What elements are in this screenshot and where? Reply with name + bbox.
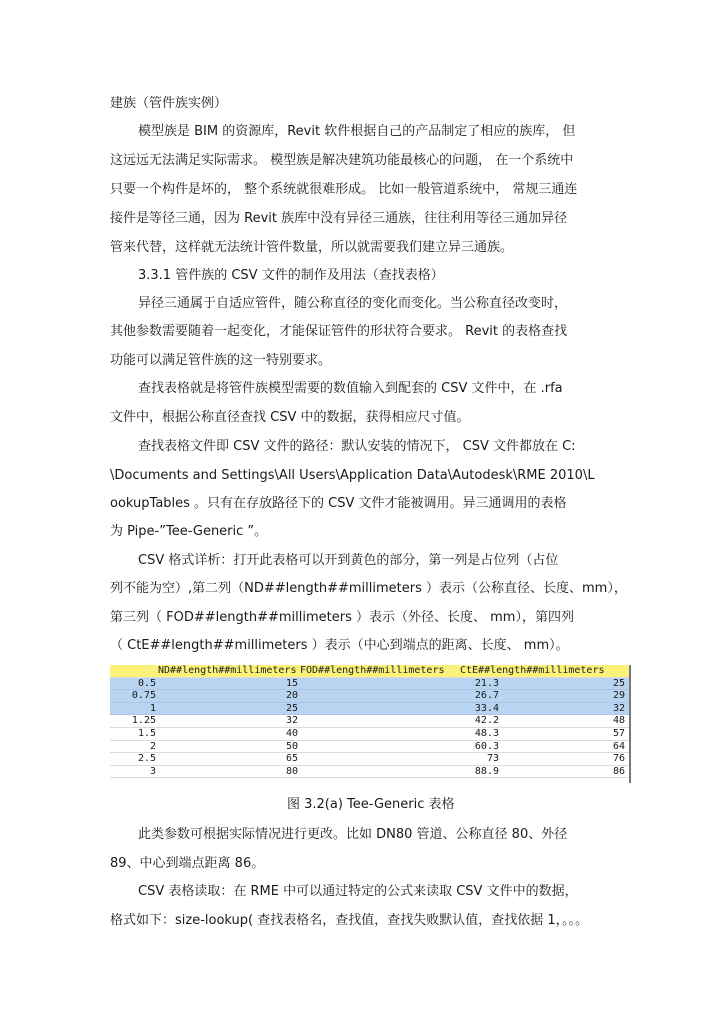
table-cell: 48.3 — [474, 727, 499, 739]
table-row — [110, 728, 629, 741]
paragraph-line: 此类参数可根据实际情况进行更改。比如 DN80 管道、公称直径 80、外径 — [138, 827, 568, 842]
table-cell: 88.9 — [474, 765, 499, 777]
table-cell: 57 — [612, 727, 625, 739]
table-cell: 25 — [612, 677, 625, 689]
table-cell: 15 — [285, 677, 298, 689]
paragraph-line: 第三列（ FOD##length##millimeters ）表示（外径、长度、 mm），第四列 — [110, 610, 574, 625]
table-cell: 64 — [612, 740, 625, 752]
table-cell: 0.5 — [137, 677, 156, 689]
table-cell: 33.4 — [474, 702, 499, 714]
table-cell: 20 — [285, 690, 298, 702]
table-cell: 40 — [285, 727, 298, 739]
table-cell: 26.7 — [474, 690, 499, 702]
paragraph-line: ookupTables 。只有在存放路径下的 CSV 文件才能被调用。异三通调用的表格 — [110, 496, 567, 511]
table-cell: 42.2 — [474, 715, 499, 727]
table-header-cell: CtE##length##millimeters — [460, 665, 605, 676]
table-row — [110, 741, 629, 754]
table-cell: 32 — [285, 715, 298, 727]
table-cell: 21.3 — [474, 677, 499, 689]
figure-caption: 图 3.2(a) Tee-Generic 表格 — [287, 797, 455, 812]
table-cell: 76 — [612, 753, 625, 765]
paragraph-line: 查找表格文件即 CSV 文件的路径：默认安装的情况下， CSV 文件都放在 C: — [138, 439, 576, 454]
paragraph-line: \Documents and Settings\All Users\Application Data\Autodesk\RME 2010\L — [110, 468, 595, 483]
paragraph-line: 模型族是 BIM 的资源库，Revit 软件根据自己的产品制定了相应的族库， 但 — [138, 124, 576, 139]
table-cell: 86 — [612, 765, 625, 777]
table-cell: 0.75 — [131, 690, 156, 702]
paragraph-line: 为 Pipe-”Tee-Generic ”。 — [110, 524, 268, 539]
table-header-cell: ND##length##millimeters — [158, 665, 297, 676]
table-row — [110, 753, 629, 766]
table-cell: 60.3 — [474, 740, 499, 752]
paragraph-line: 管来代替，这样就无法统计管件数量，所以就需要我们建立异三通族。 — [110, 240, 514, 255]
table-cell: 1.5 — [137, 727, 156, 739]
csv-table — [110, 665, 631, 783]
section-heading: 3.3.1 管件族的 CSV 文件的制作及用法（查找表格） — [138, 268, 444, 283]
paragraph-line: 文件中，根据公称直径查找 CSV 中的数据，获得相应尺寸值。 — [110, 410, 470, 425]
table-cell: 1.25 — [131, 715, 156, 727]
table-header-cell: FOD##length##millimeters — [300, 665, 445, 676]
table-cell: 2.5 — [137, 753, 156, 765]
paragraph-line: CSV 格式详析：打开此表格可以开到黄色的部分，第一列是占位列（占位 — [138, 553, 559, 568]
table-row — [110, 678, 629, 691]
paragraph-line: 建族（管件族实例） — [110, 96, 228, 111]
table-cell: 3 — [149, 765, 156, 777]
table-cell: 32 — [612, 702, 625, 714]
table-cell: 25 — [285, 702, 298, 714]
table-cell: 29 — [612, 690, 625, 702]
paragraph-line: 列不能为空）,第二列（ND##length##millimeters ）表示（公称直径、长度、mm）， — [110, 581, 627, 596]
paragraph-line: 功能可以满足管件族的这一特别要求。 — [110, 353, 332, 368]
table-cell: 50 — [285, 740, 298, 752]
paragraph-line: 接件是等径三通，因为 Revit 族库中没有异径三通族，往往利用等径三通加异径 — [110, 211, 568, 226]
table-cell: 80 — [285, 765, 298, 777]
table-row — [110, 703, 629, 716]
paragraph-line: 这远远无法满足实际需求。 模型族是解决建筑功能最核心的问题， 在一个系统中 — [110, 153, 574, 168]
table-cell: 65 — [285, 753, 298, 765]
paragraph-line: 异径三通属于自适应管件，随公称直径的变化而变化。当公称直径改变时， — [138, 296, 568, 311]
paragraph-line: 其他参数需要随着一起变化，才能保证管件的形状符合要求。 Revit 的表格查找 — [110, 324, 568, 339]
paragraph-line: 只要一个构件是坏的， 整个系统就很难形成。 比如一般管道系统中， 常规三通连 — [110, 182, 578, 197]
paragraph-line: （ CtE##length##millimeters ）表示（中心到端点的距离、长度、 mm）。 — [110, 638, 569, 653]
paragraph-line: 查找表格就是将管件族模型需要的数值输入到配套的 CSV 文件中，在 .rfa — [138, 381, 563, 396]
paragraph-line: 89、中心到端点距离 86。 — [110, 856, 265, 871]
table-row — [110, 715, 629, 728]
table-cell: 48 — [612, 715, 625, 727]
table-cell: 2 — [149, 740, 156, 752]
table-cell: 73 — [486, 753, 499, 765]
table-header-row — [110, 665, 629, 678]
table-cell: 1 — [149, 702, 156, 714]
table-row — [110, 690, 629, 703]
paragraph-line: 格式如下：size-lookup( 查找表格名，查找值，查找失败默认值，查找依据 1，。。。 — [110, 913, 589, 928]
table-row — [110, 766, 629, 779]
paragraph-line: CSV 表格读取：在 RME 中可以通过特定的公式来读取 CSV 文件中的数据， — [138, 884, 578, 899]
